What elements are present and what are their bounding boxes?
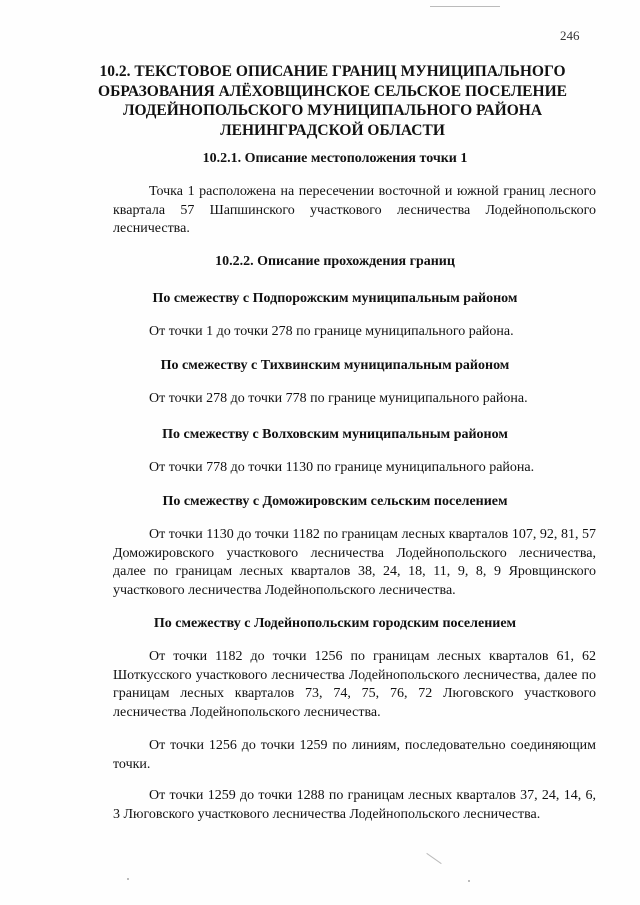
block-text-volkhovsky: От точки 778 до точки 1130 по границе муниципального района.	[149, 460, 535, 475]
section-2-heading: 10.2.2. Описание прохождения границ	[215, 254, 455, 269]
section-1-heading: 10.2.1. Описание местоположения точки 1	[202, 151, 468, 166]
page-number: 246	[560, 28, 580, 43]
scan-artifact	[430, 6, 500, 7]
block-text-tikhvinsky: От точки 278 до точки 778 по границе муниципального района.	[149, 391, 528, 406]
block-text-domozhirovskoe: От точки 1130 до точки 1182 по границам лесных кварталов 107, 92, 81, 57 Доможировского участкового лесничества Лодейнопольского лесничества, далее по границам лесных кварталов 38, 24, 18, 11, 9, 8, 9 Яровщинского участкового лесничества Лодейнопольского лесничества.	[113, 527, 596, 598]
block-text-lodeynopolskoe-1: От точки 1182 до точки 1256 по границам лесных кварталов 61, 62 Шоткусского участкового лесничества Лодейнопольского лесничества, далее по границам лесных кварталов 73, 74, 75, 76, 72 Люговского участкового лесничества Лодейнопольского лесничества.	[113, 649, 596, 720]
block-heading-domozhirovskoe: По смежеству с Доможировским сельским поселением	[162, 494, 508, 509]
block-heading-lodeynopolskoe: По смежеству с Лодейнопольским городским поселением	[153, 616, 517, 631]
scan-artifact	[426, 853, 441, 864]
document-title: 10.2. ТЕКСТОВОЕ ОПИСАНИЕ ГРАНИЦ МУНИЦИПАЛЬНОГО ОБРАЗОВАНИЯ АЛЁХОВЩИНСКОЕ СЕЛЬСКОЕ ПОСЕЛЕНИЕ ЛОДЕЙНОПОЛЬСКОГО МУНИЦИПАЛЬНОГО РАЙОНА ЛЕНИНГРАДСКОЙ ОБЛАСТИ	[98, 63, 567, 139]
block-text-lodeynopolskoe-2: От точки 1256 до точки 1259 по линиям, последовательно соединяющим точки.	[113, 738, 596, 772]
block-heading-podporozhsky: По смежеству с Подпорожским муниципальным районом	[152, 291, 518, 306]
scan-artifact	[468, 880, 470, 882]
block-heading-tikhvinsky: По смежеству с Тихвинским муниципальным районом	[160, 358, 510, 373]
block-text-lodeynopolskoe-3: От точки 1259 до точки 1288 по границам лесных кварталов 37, 24, 14, 6, 3 Люговского участкового лесничества Лодейнопольского лесничества.	[113, 788, 596, 822]
scan-artifact	[127, 878, 129, 880]
block-text-podporozhsky: От точки 1 до точки 278 по границе муниципального района.	[149, 324, 514, 339]
section-1-text: Точка 1 расположена на пересечении восточной и южной границ лесного квартала 57 Шапшинского участкового лесничества Лодейнопольского лесничества.	[113, 184, 596, 236]
block-heading-volkhovsky: По смежеству с Волховским муниципальным районом	[162, 427, 508, 442]
